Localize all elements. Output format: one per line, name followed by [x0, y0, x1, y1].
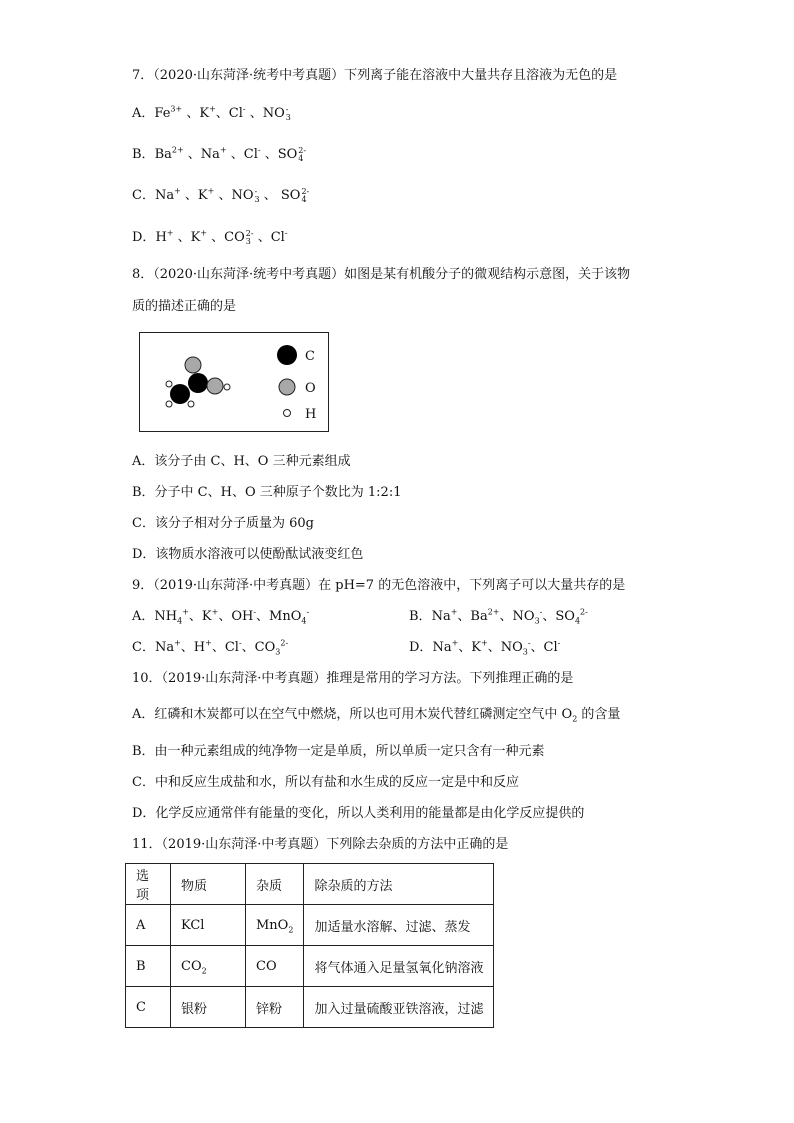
- q10-option-b: B．由一种元素组成的纯净物一定是单质，所以单质一定只含有一种元素: [132, 744, 545, 759]
- impurity-removal-table: [125, 863, 494, 1028]
- q7-option-b: B．$Ba^{2+}$ 、Na+ 、Cl- 、SO 2- 4: [132, 145, 307, 163]
- q9-option-d: D．Na+、K+、$NO_3^-$、Cl-: [409, 638, 561, 657]
- q8-option-b: B．分子中 C、H、O 三种原子个数比为 1:2:1: [132, 485, 402, 500]
- hydrogen-atom: [224, 384, 230, 390]
- q8-option-d: D．该物质水溶液可以使酚酞试液变红色: [132, 547, 364, 562]
- oxygen-atom-top: [185, 357, 201, 373]
- cell-impurity: MnO$_2$: [246, 905, 304, 946]
- header-option: 选项: [126, 864, 171, 905]
- cell-impurity: CO: [246, 946, 304, 987]
- cell-substance: 银粉: [171, 987, 246, 1028]
- cell-substance: KCl: [171, 905, 246, 946]
- q7-stem: 7．（2020·山东菏泽·统考中考真题）下列离子能在溶液中大量共存且溶液为无色的是: [132, 68, 618, 83]
- table-row: [126, 905, 494, 946]
- q7-option-c: C．Na+ 、K+ 、NO - 3 、 SO 2- 4: [132, 186, 310, 204]
- table-row: [126, 987, 494, 1028]
- cell-impurity: 锌粉: [246, 987, 304, 1028]
- q7-option-a: A．$Fe^{3+}$ 、K+、Cl- 、NO - 3: [132, 104, 291, 122]
- header-impurity: 杂质: [246, 864, 304, 905]
- legend-hydrogen-label: H: [305, 407, 317, 422]
- q8-option-a: A．该分子由 C、H、O 三种元素组成: [132, 454, 351, 469]
- q11-stem: 11．（2019·山东菏泽·中考真题）下列除去杂质的方法中正确的是: [132, 837, 509, 852]
- table-header-row: [126, 864, 494, 905]
- cell-option: A: [126, 905, 171, 946]
- legend-oxygen-label: O: [305, 381, 316, 396]
- carbon-atom: [170, 384, 190, 404]
- header-method: 除杂质的方法: [304, 864, 494, 905]
- molecule-diagram: [139, 332, 329, 432]
- q9-option-b: B．Na+、$Ba^{2+}$、$NO_3^-$、$SO_4^{2-}$: [409, 607, 588, 626]
- header-substance: 物质: [171, 864, 246, 905]
- q8-stem-line2: 质的描述正确的是: [132, 299, 237, 314]
- q10-option-d: D．化学反应通常伴有能量的变化，所以人类利用的能量都是由化学反应提供的: [132, 806, 585, 821]
- oxygen-atom-right: [207, 378, 223, 394]
- cell-method: 加入过量硫酸亚铁溶液，过滤: [304, 987, 494, 1028]
- carbon-atom: [188, 373, 208, 393]
- q10-option-a: A．红磷和木炭都可以在空气中燃烧，所以也可用木炭代替红磷测定空气中 $O_2$ 的含量: [132, 707, 621, 724]
- cell-method: 加适量水溶解、过滤、蒸发: [304, 905, 494, 946]
- q9-option-c: C．Na+、H+、Cl-、$CO_3^{2-}$: [132, 638, 289, 657]
- legend-carbon-symbol: [277, 345, 297, 365]
- cell-option: B: [126, 946, 171, 987]
- q10-stem: 10．（2019·山东菏泽·中考真题）推理是常用的学习方法。下列推理正确的是: [132, 671, 574, 686]
- legend-carbon-label: C: [305, 349, 315, 364]
- cell-option: C: [126, 987, 171, 1028]
- hydrogen-atom: [166, 381, 172, 387]
- legend-oxygen-symbol: [279, 379, 295, 395]
- cell-method: 将气体通入足量氢氧化钠溶液: [304, 946, 494, 987]
- molecule-legend: [277, 345, 316, 422]
- q9-option-a: A．$NH_4^+$、K+、OH-、MnO$_4$-: [132, 607, 310, 626]
- q8-option-c: C．该分子相对分子质量为 60g: [132, 516, 314, 531]
- table-row: [126, 946, 494, 987]
- molecule-figure: [140, 333, 328, 431]
- q8-stem-line1: 8．（2020·山东菏泽·统考中考真题）如图是某有机酸分子的微观结构示意图，关于该物: [132, 267, 631, 282]
- legend-hydrogen-symbol: [284, 410, 291, 417]
- hydrogen-atom: [188, 401, 194, 407]
- hydrogen-atom: [166, 401, 172, 407]
- cell-substance: $CO_2$: [171, 946, 246, 987]
- q7-option-d: D．H+ 、K+ 、CO 2- 3 、Cl-: [132, 228, 288, 246]
- q9-stem: 9．（2019·山东菏泽·中考真题）在 pH=7 的无色溶液中，下列离子可以大量共存的是: [132, 578, 626, 593]
- q10-option-c: C．中和反应生成盐和水，所以有盐和水生成的反应一定是中和反应: [132, 775, 519, 790]
- molecule-model: [166, 357, 230, 407]
